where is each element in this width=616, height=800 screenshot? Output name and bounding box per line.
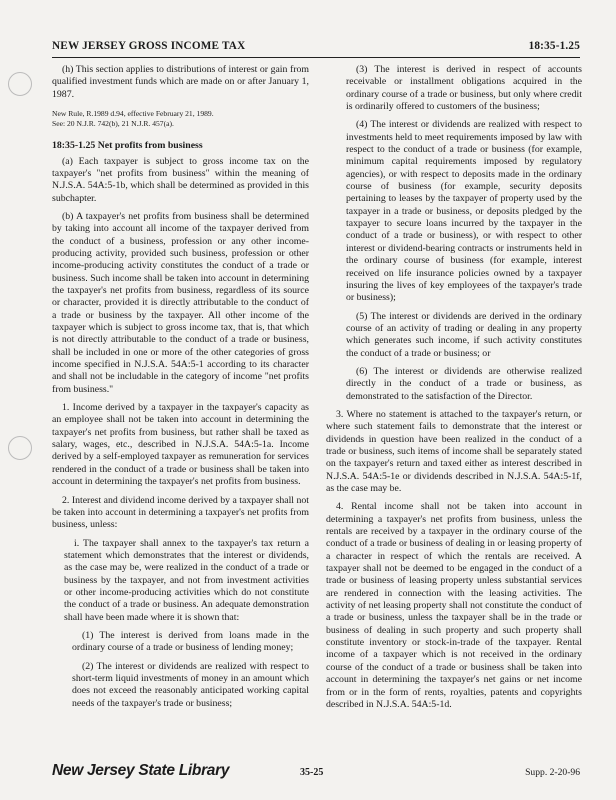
item-2-i: i. The taxpayer shall annex to the taxpayer's tax return a statement which demonstrates that the interest or dividends, as the case may be, were realized in the conduct of a trade or business by the taxpayer, and not from investment activities or other income-producing activities which do not constitute the conduct of a trade or business. An adequate demonstration shall have been made where it is shown that: [64,537,309,623]
header-title: NEW JERSEY GROSS INCOME TAX [52,40,246,52]
paragraph-b: (b) A taxpayer's net profits from business shall be determined by taking into account all income of the taxpayer derived from the conduct of a business, profession or any other income-producing activity, provided such business, profession or other income-producing activity constitutes the conduct of a trade or business. Such income shall be taken into account in determining the taxpayer's net profits from business, regardless of its source or character, provided it is directly attributable to the conduct of a trade or business by the taxpayer. All other income of the taxpayer which is subject to gross income tax, that is, that which is not directly attributable to the conduct of a trade or business, shall be included in one or more of the other categories of gross income specified in N.J.S.A. 54A:5-1 according to its character and shall not be includable in the category of income "net profits from business." [52,210,309,395]
subitem-3: (3) The interest is derived in respect of accounts receivable or installment obligations acquired in the ordinary course of a trade or business, but only where credit is ordinarily offered to customers of the business; [346,64,582,113]
rule-history-line: See: 20 N.J.R. 742(b), 21 N.J.R. 457(a). [52,118,174,128]
item-3: 3. Where no statement is attached to the taxpayer's return, or where such statement fails to demonstrate that the interest or dividends in question have been realized in the conduct of a trade or business, such items of income shall be separately stated on the taxpayer's return and taxed either as interest described in N.J.S.A. 54A:5-1e or dividends described in N.J.S.A. 54A:5-1f, as the case may be. [326,408,582,494]
subitem-1: (1) The interest is derived from loans made in the ordinary course of a trade or business of lending money; [72,629,309,654]
rule-history-note [52,109,309,128]
punch-hole-mark [8,436,32,460]
supplement-date: Supp. 2-20-96 [525,767,580,778]
header-section-number: 18:35-1.25 [528,40,580,52]
right-column [326,64,582,717]
library-stamp: New Jersey State Library [52,762,230,779]
item-4: 4. Rental income shall not be taken into account in determining a taxpayer's net profits from business, unless the rentals are received by a taxpayer in the ordinary course of the conduct of a trade or business of dealing in or leasing property of a character in respect of which the rentals are received. A taxpayer shall not be deemed to be engaged in the conduct of a trade or business of leasing property unless substantial services are rendered in connection with the leasing activities. The activity of net leasing property shall not constitute the conduct of a trade or business, unless the taxpayer shall be in the trade or business of dealing in such property and such property shall constitute inventory or stock-in-trade of the taxpayer. Rental income of a taxpayer which is not received in the ordinary course of the conduct of a trade or business shall be taken into account in determining the taxpayer's net gains or net income from or in the form of rents, royalties, patents and copyrights described in N.J.S.A. 54A:5-1d. [326,501,582,710]
paragraph-h: (h) This section applies to distributions of interest or gain from qualified investment funds which are made on or after January 1, 1987. [52,64,309,100]
subitem-6: (6) The interest or dividends are otherwise realized directly in the conduct of a trade or business, as demonstrated to the satisfaction of the Director. [346,365,582,402]
punch-hole-mark [8,72,32,96]
subitem-2: (2) The interest or dividends are realized with respect to short-term liquid investments of money in an amount which does not exceed the reasonably anticipated working capital needs of the taxpayer's trade or business; [72,660,309,709]
subitem-5: (5) The interest or dividends are derived in the ordinary course of an activity of trading or dealing in any property which generates such income, if such activity constitutes the conduct of a trade or business; or [346,310,582,359]
rule-history-line: New Rule, R.1989 d.94, effective February 21, 1989. [52,109,214,119]
running-header [52,40,580,52]
left-column [52,64,309,716]
section-heading: 18:35-1.25 Net profits from business [52,140,203,152]
header-rule [52,57,580,58]
page-number: 35-25 [300,767,324,778]
item-2: 2. Interest and dividend income derived by a taxpayer shall not be taken into account in determining a taxpayer's net profits from business, unless: [52,494,309,531]
subitem-4: (4) The interest or dividends are realized with respect to investments held to meet requirements imposed by law with respect to the conduct of a trade or business (for example, minimum capital requirements imposed by regulatory agencies), or with respect to deposits made in the ordinary course of business (for example, security deposits pertaining to leases by the taxpayer of property used by the taxpayer in a trade or business, or deposits pledged by the taxpayer to secure loans incurred by the taxpayer in the conduct of a trade or business), or with respect to other interest or dividend-bearing contracts or instruments held in the ordinary course of business (for example, interest received on life insurance policies owned by a taxpayer insuring the lives of key employees of the taxpayer's trade or business); [346,119,582,304]
paragraph-a: (a) Each taxpayer is subject to gross income tax on the taxpayer's "net profits from business" within the meaning of N.J.S.A. 54A:5-1b, which shall be determined as provided in this subchapter. [52,155,309,204]
item-1: 1. Income derived by a taxpayer in the taxpayer's capacity as an employee shall not be taken into account in determining the taxpayer's net profits from business, but rather shall be taxed as salary, wages, etc., described in N.J.S.A. 54A:5-1a. Income derived by a self-employed taxpayer as remuneration for services rendered in the conduct of a trade or business shall be taken into account in determining the taxpayer's net profits from business. [52,402,309,488]
